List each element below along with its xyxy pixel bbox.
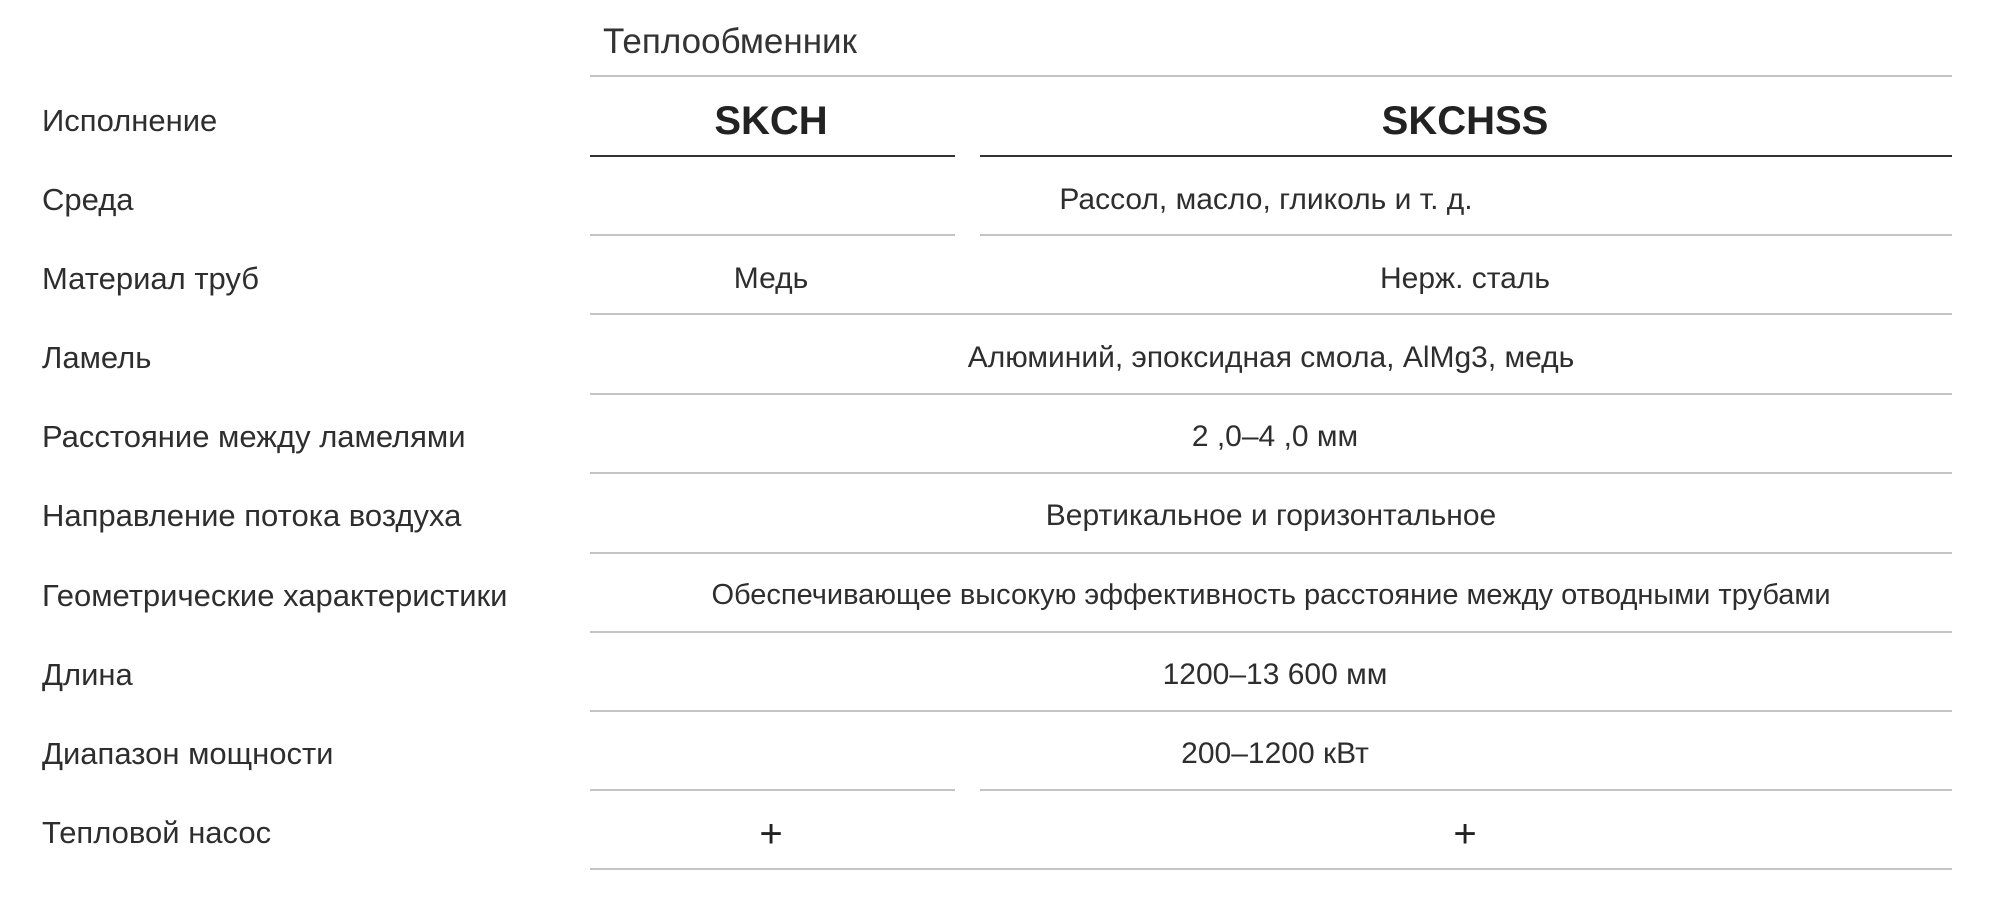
divider xyxy=(590,552,1952,554)
divider xyxy=(590,868,1952,870)
divider xyxy=(590,313,1952,315)
row-label-heat-pump: Тепловой насос xyxy=(42,815,272,850)
cell-tube-material-skchss: Нерж. сталь xyxy=(1380,262,1550,295)
cell-medium: Рассол, масло, гликоль и т. д. xyxy=(1059,183,1473,216)
cell-fin: Алюминий, эпоксидная смола, AlMg3, медь xyxy=(967,341,1575,374)
divider xyxy=(590,393,1952,395)
divider xyxy=(590,472,1952,474)
column-header-skchss: SKCHSS xyxy=(1381,99,1549,143)
row-label-fin: Ламель xyxy=(42,340,152,375)
cell-geometry: Обеспечивающее высокую эффективность расстояние между отводными трубами xyxy=(711,579,1831,611)
column-header-skch: SKCH xyxy=(714,99,828,143)
cell-power-range: 200–1200 кВт xyxy=(1181,737,1369,770)
divider xyxy=(980,234,1952,236)
cell-heat-pump-skchss: + xyxy=(1453,812,1477,856)
cell-fin-spacing: 2 ,0–4 ,0 мм xyxy=(1191,420,1359,453)
cell-length: 1200–13 600 мм xyxy=(1162,658,1388,691)
divider xyxy=(590,234,955,236)
row-label-fin-spacing: Расстояние между ламелями xyxy=(42,419,466,454)
row-label-tube-material: Материал труб xyxy=(42,261,260,296)
cell-airflow: Вертикальное и горизонтальное xyxy=(1045,499,1497,532)
row-label-version: Исполнение xyxy=(42,103,218,138)
row-label-medium: Среда xyxy=(42,182,134,217)
row-label-geometry: Геометрические характеристики xyxy=(42,578,508,613)
cell-heat-pump-skch: + xyxy=(759,812,783,856)
section-title: Теплообменник xyxy=(603,22,857,61)
divider xyxy=(590,155,955,157)
divider xyxy=(980,789,1952,791)
divider xyxy=(590,710,1952,712)
cell-tube-material-skch: Медь xyxy=(733,262,809,295)
row-label-power-range: Диапазон мощности xyxy=(42,736,334,771)
divider xyxy=(980,155,1952,157)
divider xyxy=(590,631,1952,633)
divider xyxy=(590,789,955,791)
row-label-length: Длина xyxy=(42,657,133,692)
row-label-airflow: Направление потока воздуха xyxy=(42,498,462,533)
divider xyxy=(590,75,1952,77)
